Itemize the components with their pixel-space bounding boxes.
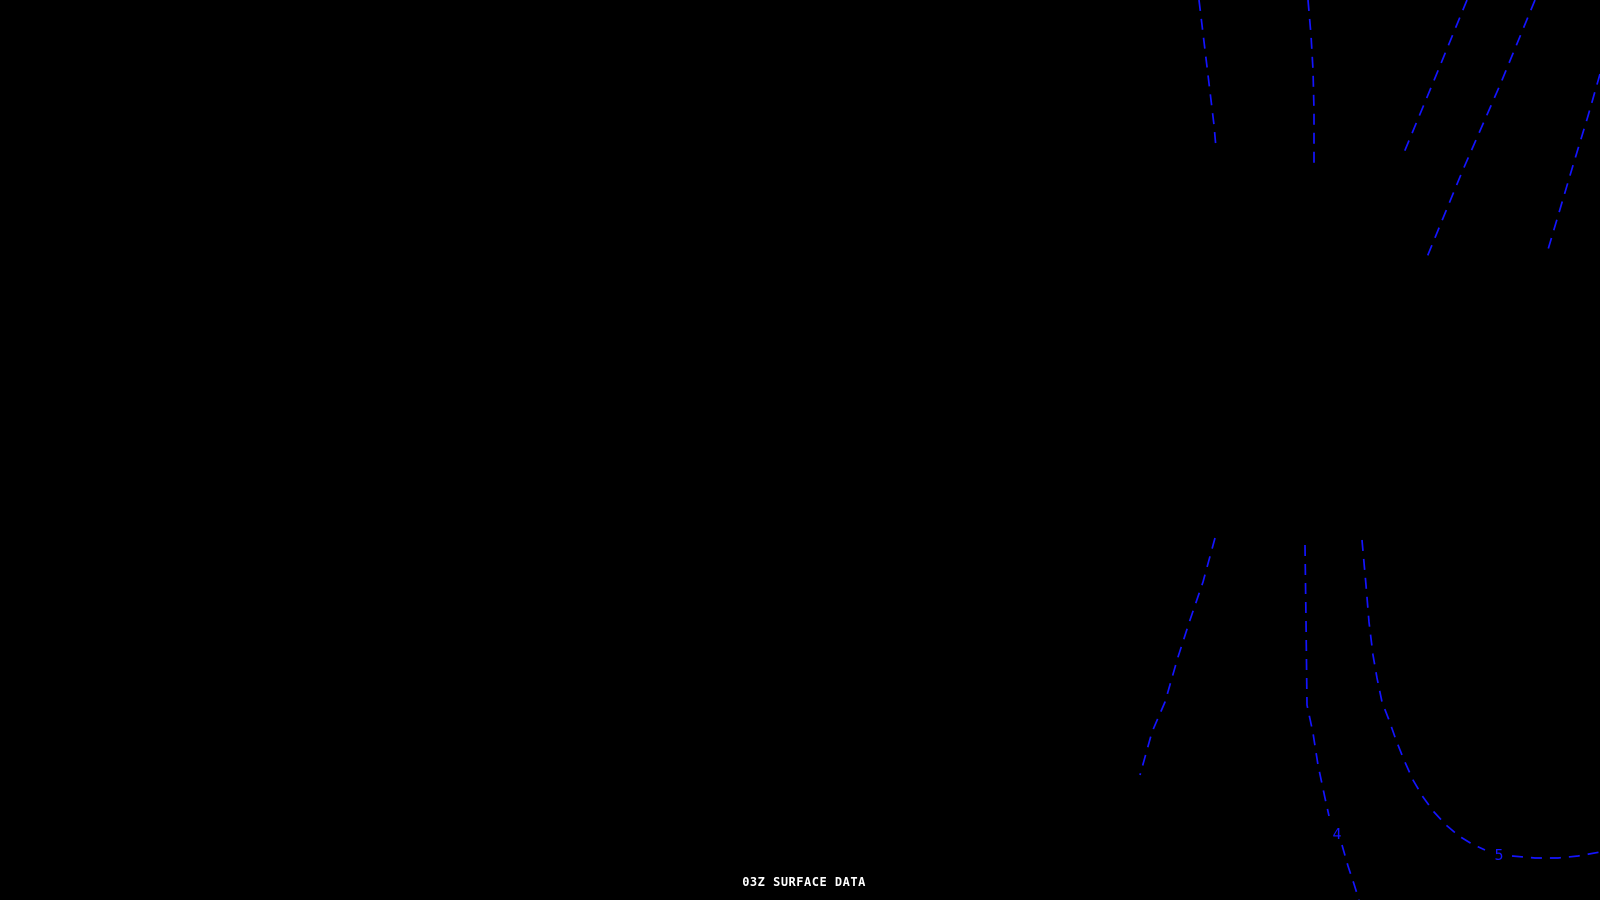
contour-top-left-vertical xyxy=(1199,0,1216,148)
contour-4-upper-segment xyxy=(1305,545,1329,816)
contour-top-right-diagonal-b xyxy=(1425,0,1535,262)
contour-lower-left-diagonal xyxy=(1140,538,1215,775)
contour-5-right-segment xyxy=(1512,852,1600,858)
contour-4-lower-segment xyxy=(1342,845,1359,900)
contour-label-5: 5 xyxy=(1494,846,1504,864)
status-bar-text: 03Z SURFACE DATA xyxy=(742,875,866,889)
contour-top-right-diagonal-c xyxy=(1547,74,1600,253)
contour-label-4: 4 xyxy=(1332,825,1342,843)
contour-top-mid-vertical xyxy=(1308,0,1314,165)
contour-top-right-diagonal-a xyxy=(1403,0,1467,155)
contour-5-upper-segment xyxy=(1362,540,1485,850)
